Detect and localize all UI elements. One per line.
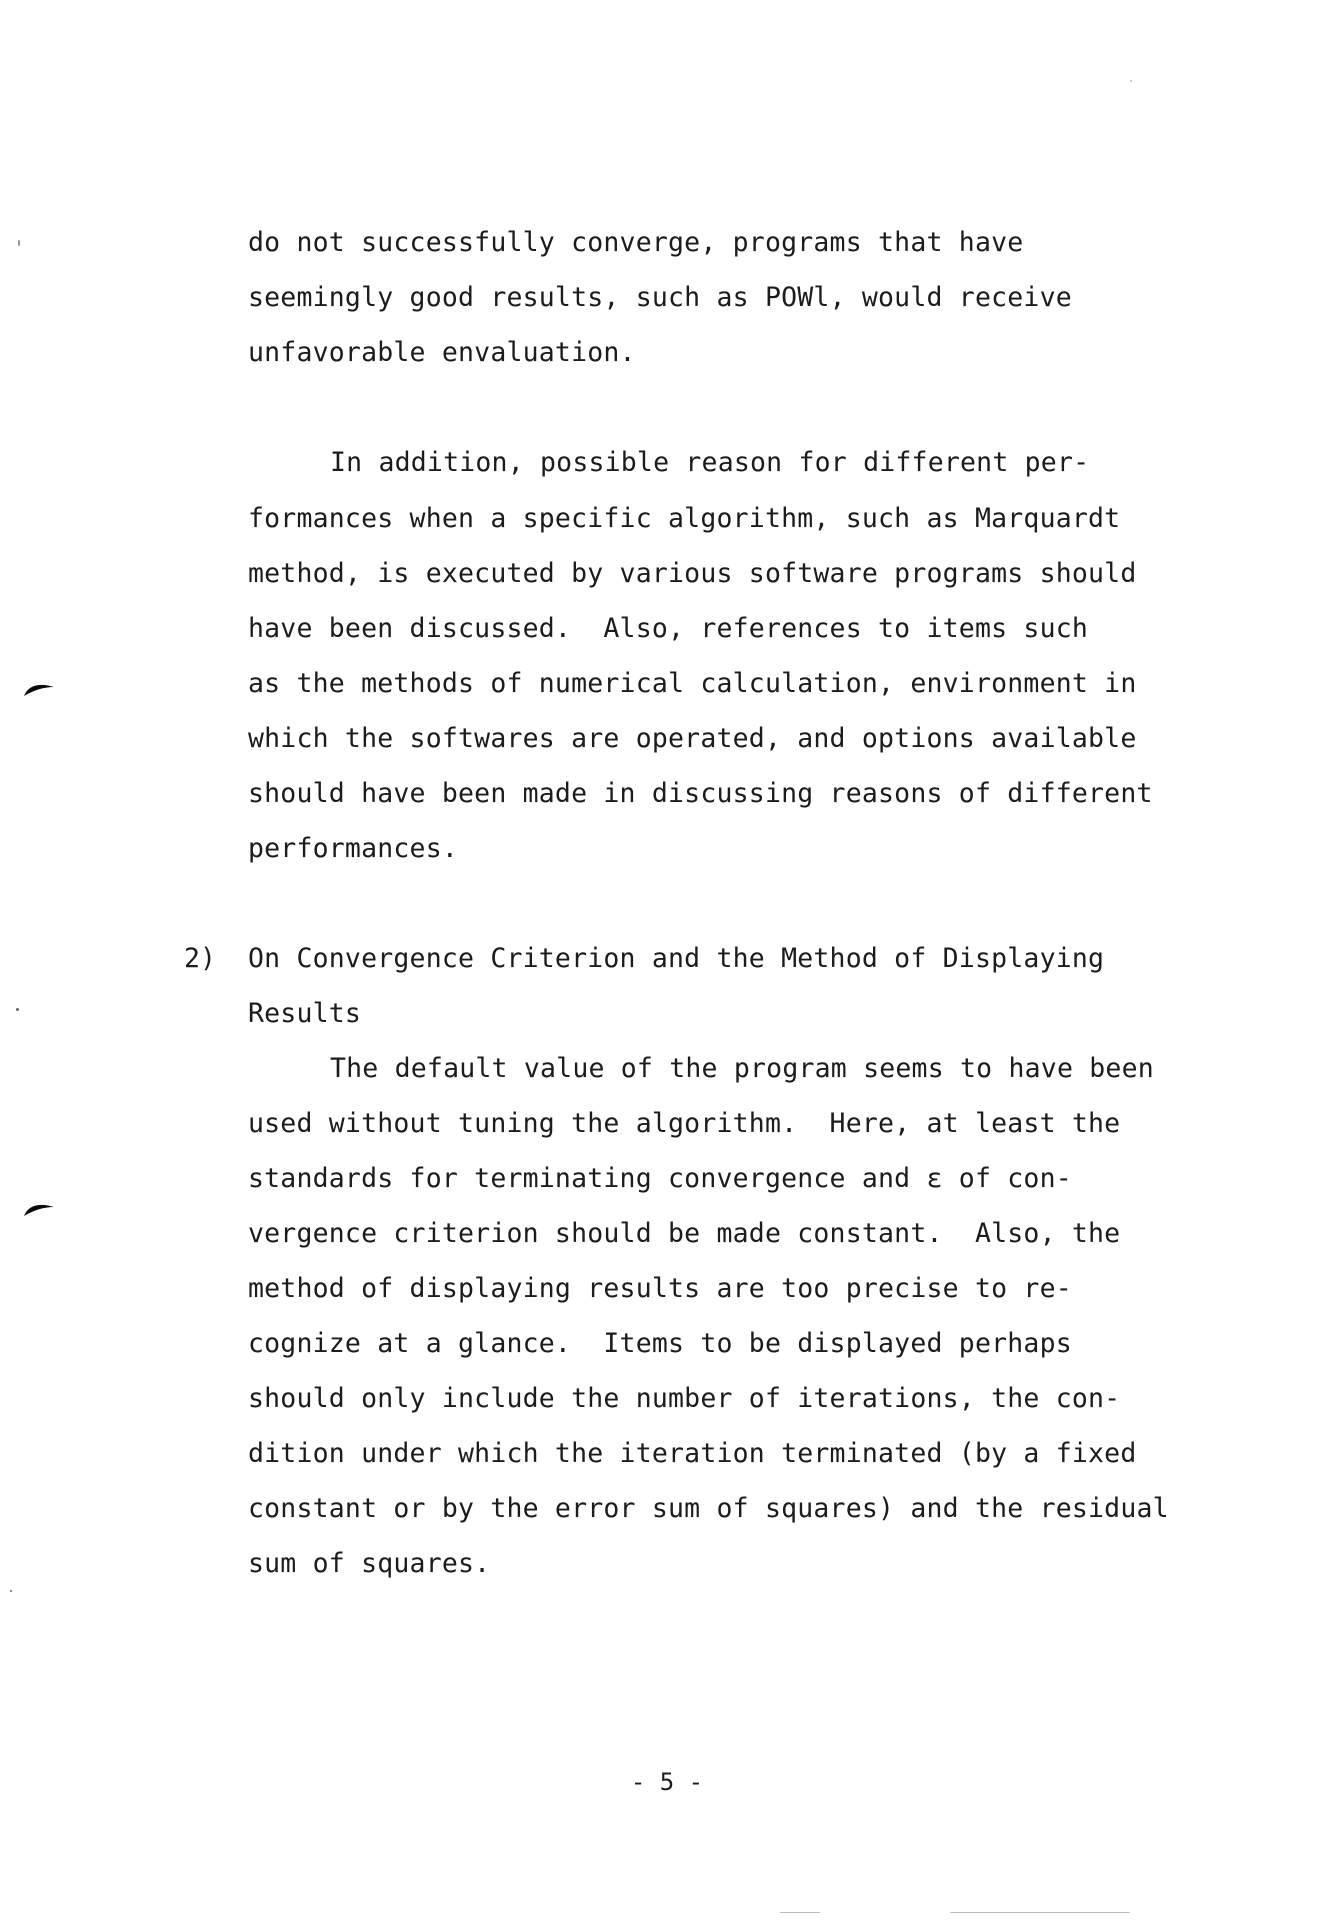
scan-speck [1130, 80, 1132, 82]
paragraph-2-line-1: In addition, possible reason for different per- [330, 447, 1090, 478]
scan-speck [16, 1008, 19, 1011]
section-body-line-2: used without tuning the algorithm. Here, at least the [248, 1108, 1121, 1139]
paragraph-2-line-2: formances when a specific algorithm, such as Marquardt [248, 503, 1121, 534]
section-body-line-7: should only include the number of iterations, the con- [248, 1383, 1121, 1414]
section-heading-line-2: Results [248, 998, 362, 1029]
section-body-line-5: method of displaying results are too precise to re- [248, 1273, 1072, 1304]
section-number: 2) [184, 943, 216, 974]
paragraph-2-line-6: which the softwares are operated, and options available [248, 723, 1137, 754]
paragraph-2-line-8: performances. [248, 833, 459, 864]
page-number: - 5 - [630, 1768, 704, 1796]
section-body-line-6: cognize at a glance. Items to be displayed perhaps [248, 1328, 1072, 1359]
section-body-line-10: sum of squares. [248, 1548, 491, 1579]
section-body-line-4: vergence criterion should be made constant. Also, the [248, 1218, 1121, 1249]
section-body-line-3: standards for terminating convergence and ε of con- [248, 1163, 1072, 1194]
scan-edge-line [950, 1912, 1130, 1913]
section-heading-line-1: On Convergence Criterion and the Method of Displaying [248, 943, 1105, 974]
paragraph-1-line-3: unfavorable envaluation. [248, 337, 636, 368]
paragraph-2-line-7: should have been made in discussing reasons of different [248, 778, 1153, 809]
paragraph-2-line-4: have been discussed. Also, references to items such [248, 613, 1089, 644]
punch-hole-mark-icon [22, 1200, 56, 1218]
section-body-line-9: constant or by the error sum of squares) and the residual [248, 1493, 1169, 1524]
scan-speck [18, 240, 20, 246]
scan-edge-line [780, 1912, 820, 1913]
paragraph-1-line-1: do not successfully converge, programs that have [248, 227, 1024, 258]
scan-speck [10, 1590, 12, 1592]
paragraph-1-line-2: seemingly good results, such as POWl, would receive [248, 282, 1072, 313]
section-body-line-8: dition under which the iteration terminated (by a fixed [248, 1438, 1137, 1469]
paragraph-2-line-5: as the methods of numerical calculation, environment in [248, 668, 1137, 699]
section-body-line-1: The default value of the program seems to have been [330, 1053, 1154, 1084]
punch-hole-mark-icon [22, 680, 56, 698]
paragraph-2-line-3: method, is executed by various software programs should [248, 558, 1137, 589]
